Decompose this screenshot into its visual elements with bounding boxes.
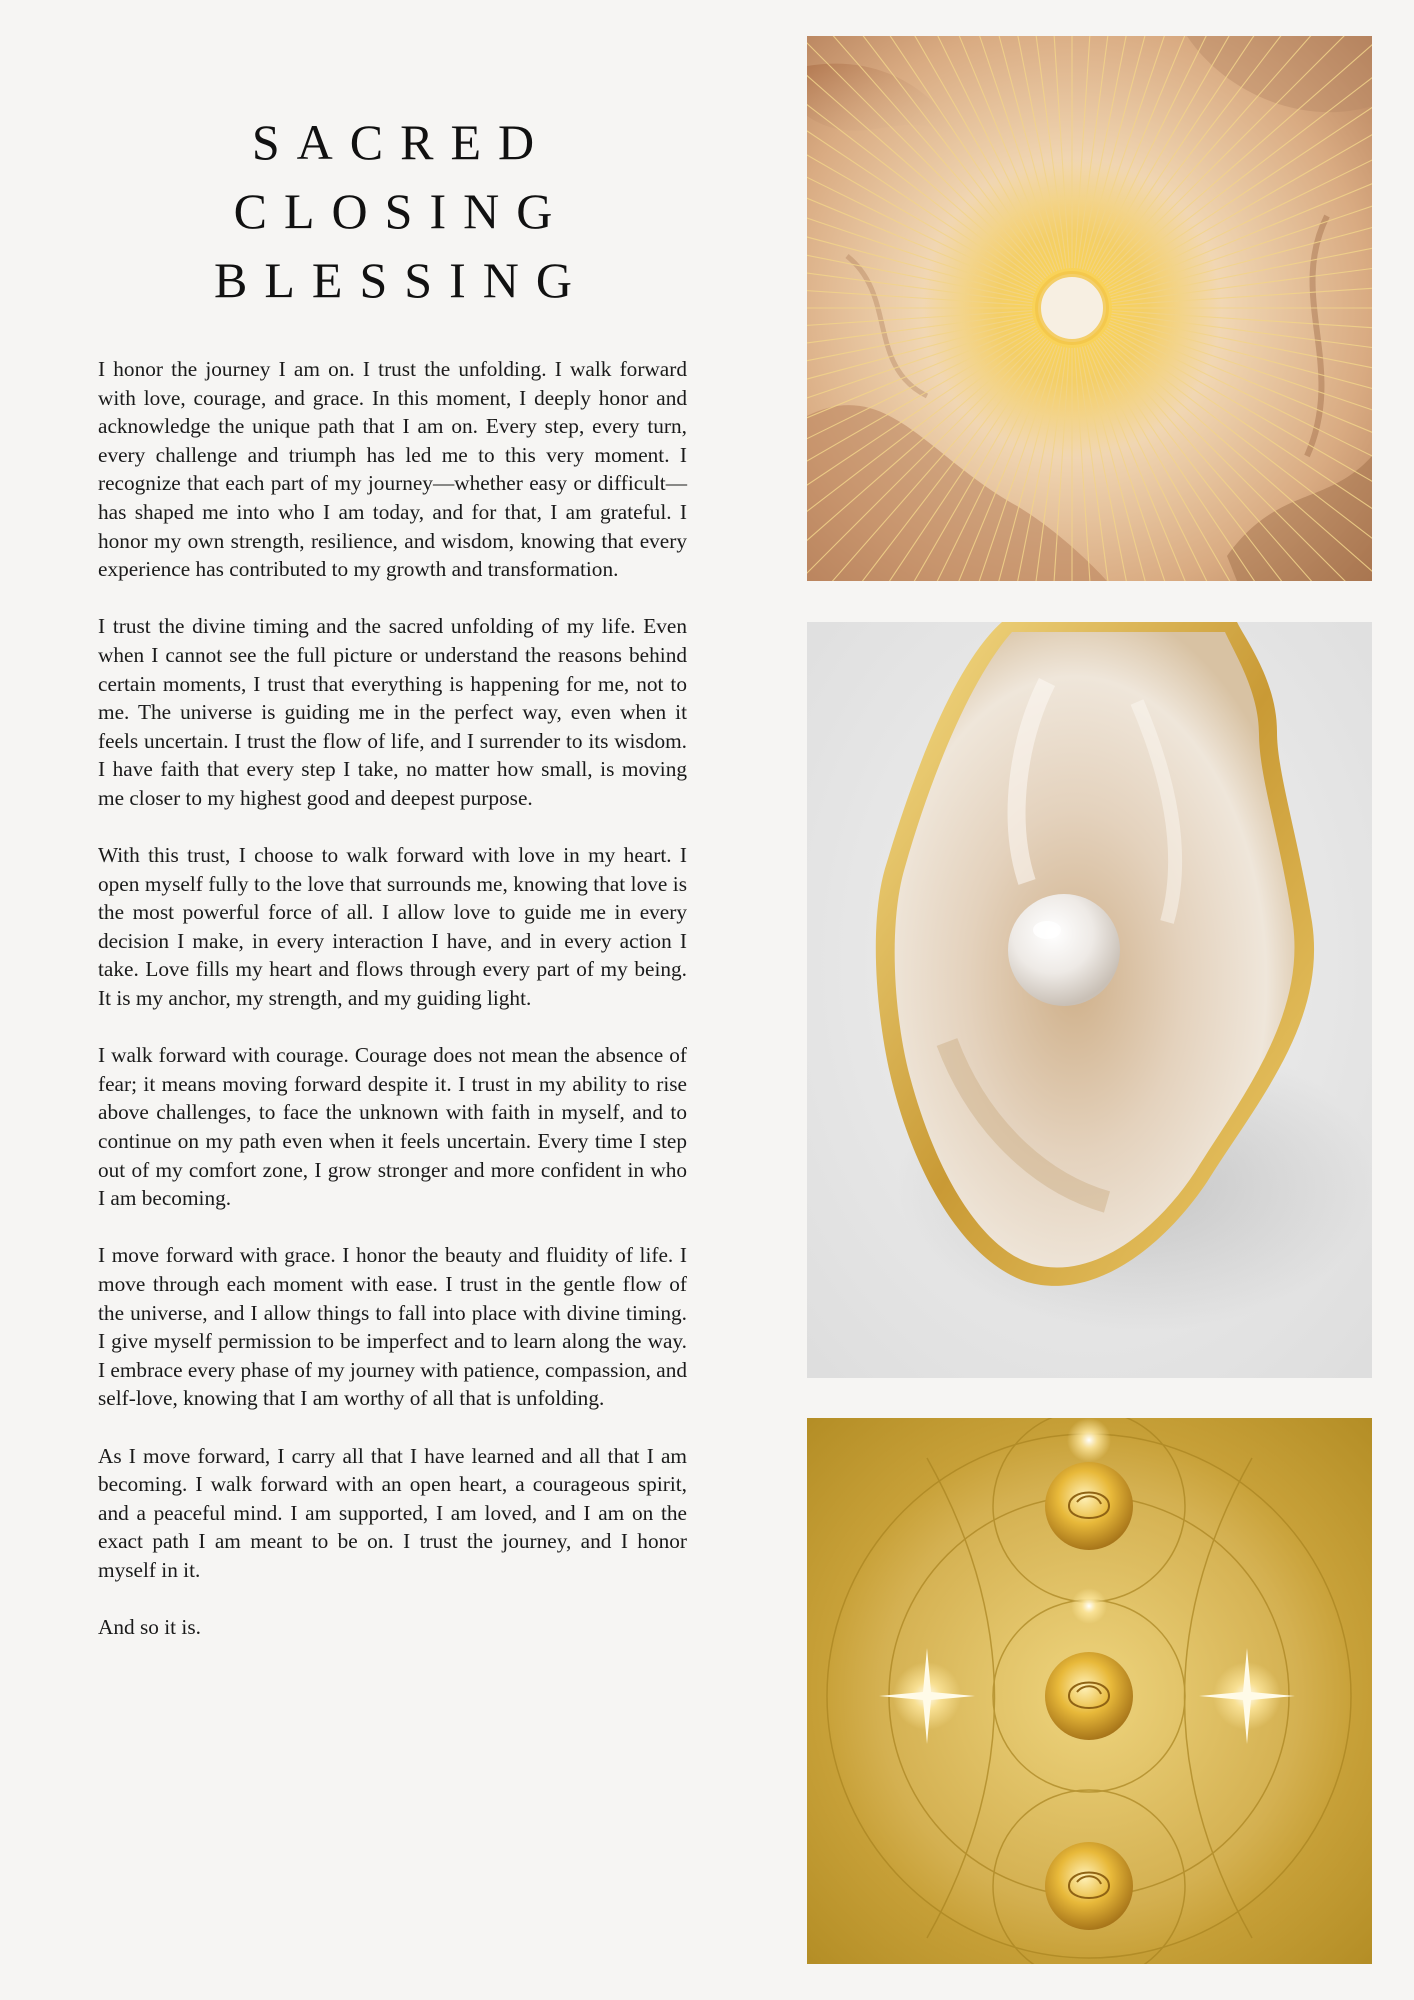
rose-top <box>1045 1462 1133 1550</box>
paragraph-2: I trust the divine timing and the sacred unfolding of my life. Even when I cannot see the full picture or understand the reasons behind certain moments, I trust that everything is happening for me, not to me. The universe is guiding me in the perfect way, even when it feels uncertain. I trust the flow of life, and I surrender to its wisdom. I have faith that every step I take, no matter how small, is moving me closer to my highest good and deepest purpose. <box>98 614 687 810</box>
rose-bottom <box>1045 1842 1133 1930</box>
paragraph-3: With this trust, I choose to walk forward with love in my heart. I open myself fully to the love that surrounds me, knowing that love is the most powerful force of all. I allow love to guide me in every decision I make, in every interaction I have, and in every action I take. Love fills my heart and flows through every part of my being. It is my anchor, my strength, and my guiding light. <box>98 843 687 1011</box>
paragraph-4: I walk forward with courage. Courage does not mean the absence of fear; it means moving forward despite it. I trust in my ability to rise above challenges, to face the unknown with faith in myself, and to continue on my path even when it feels uncertain. Every time I step out of my comfort zone, I grow stronger and more confident in who I am becoming. <box>98 1043 687 1211</box>
closing-line: And so it is. <box>98 1615 201 1640</box>
sunburst-image <box>807 36 1372 581</box>
sunburst-graphic <box>807 36 1372 581</box>
title-line-1: SACRED <box>251 114 552 170</box>
roses-graphic <box>807 1418 1372 1964</box>
oyster-graphic <box>807 622 1372 1378</box>
blessing-text <box>98 355 687 1670</box>
page-title <box>98 108 688 315</box>
paragraph-6: As I move forward, I carry all that I have learned and all that I am becoming. I walk forward with an open heart, a courageous spirit, and a peaceful mind. I am supported, I am loved, and I am on the exact path I am meant to be on. I trust the journey, and I honor myself in it. <box>98 1443 687 1582</box>
paragraph-1: I honor the journey I am on. I trust the unfolding. I walk forward with love, courage, and grace. In this moment, I deeply honor and acknowledge the unique path that I am on. Every step, every turn, every challenge and triumph has led me to this very moment. I recognize that each part of my journey—whether easy or difficult—has shaped me into who I am today, and for that, I am grateful. I honor my own strength, resilience, and wisdom, knowing that every experience has contributed to my growth and transformation. <box>98 357 687 582</box>
rose-middle <box>1045 1652 1133 1740</box>
title-line-2: CLOSING <box>233 183 570 239</box>
golden-roses-image <box>807 1418 1372 1964</box>
oyster-pearl-image <box>807 622 1372 1378</box>
paragraph-5: I move forward with grace. I honor the beauty and fluidity of life. I move through each moment with ease. I trust in the gentle flow of the universe, and I allow things to fall into place with divine timing. I give myself permission to be imperfect and to learn along the way. I embrace every phase of my journey with patience, compassion, and self-love, knowing that I am worthy of all that is unfolding. <box>98 1243 688 1411</box>
title-line-3: BLESSING <box>214 252 589 308</box>
